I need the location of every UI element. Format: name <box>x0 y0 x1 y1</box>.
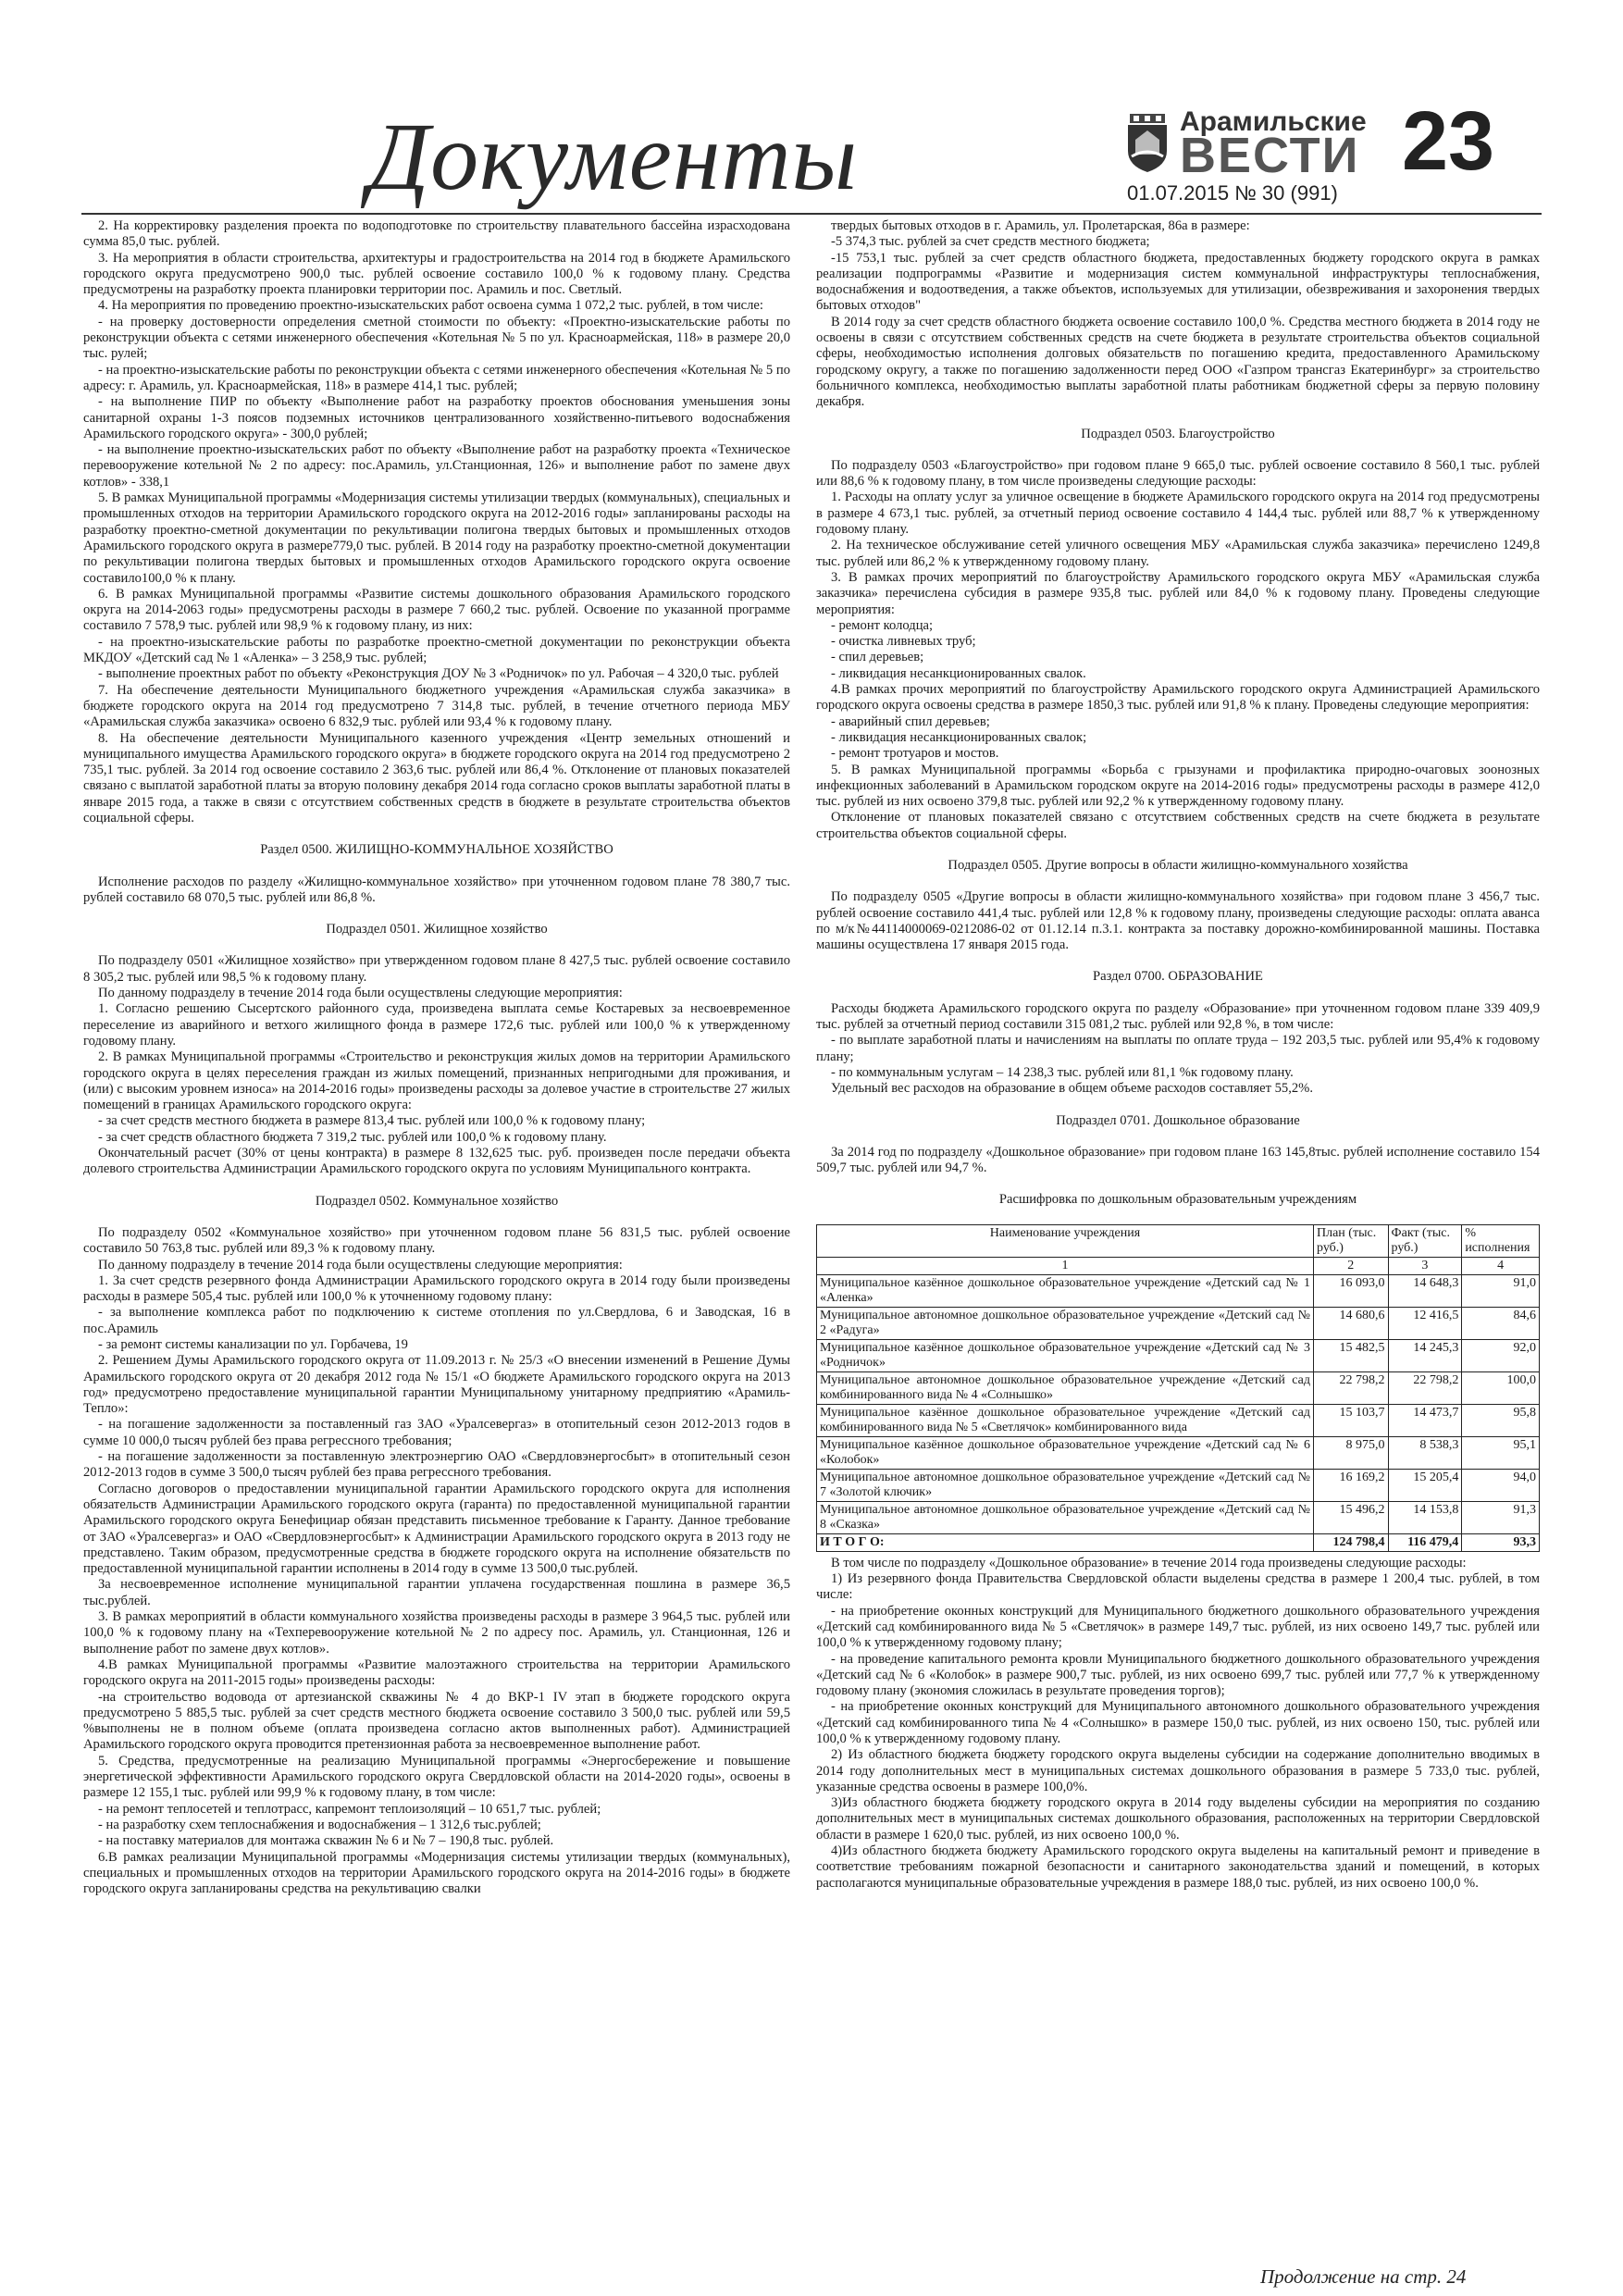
total-fact: 116 479,4 <box>1388 1533 1462 1551</box>
paragraph: 1. За счет средств резервного фонда Администрации Арамильского городского округа в 2014 году были произведены расходы в размере 505,4 тыс. рублей или 100,0 % к уточненному годовому плану: <box>83 1272 790 1305</box>
continued-note: Продолжение на стр. 24 <box>1260 2265 1467 2288</box>
paragraph: В том числе по подразделу «Дошкольное образование» в течение 2014 года произведены следующие расходы: <box>831 1555 1467 1570</box>
cell-percent: 100,0 <box>1462 1371 1540 1404</box>
table-header-row <box>817 1224 1540 1257</box>
table-row <box>817 1404 1540 1436</box>
paragraph: - ликвидация несанкционированных свалок. <box>831 665 1086 681</box>
paragraph: 3. В рамках мероприятий в области коммунального хозяйства произведены расходы в размере 3 964,5 тыс. рублей или 100,0 % к годовому плану на «Техперевооружение котельной № 2 по адресу пос. Арамиль, ул. Станционная, 126 и выполнение работ по замене двух котлов». <box>83 1609 790 1657</box>
paragraph: - на приобретение оконных конструкций для Муниципального бюджетного дошкольного образовательного учреждения «Детский сад комбинированного вида № 5 «Светлячок» в размере 149,7 тыс. рублей, из них освоено 149,7 тыс. рублей или 100,0 % к утвержденному годовому плану; <box>816 1603 1540 1651</box>
paragraph: 3. В рамках прочих мероприятий по благоустройству Арамильского городского округа МБУ «Арамильская служба заказчика» перечислена субсидия в размере 935,8 тыс. рублей или 84,0 % к годовому плану. Проведены следующие мероприятия: <box>816 569 1540 617</box>
left-column <box>83 218 790 1897</box>
table-row <box>817 1436 1540 1469</box>
paragraph: 2. Решением Думы Арамильского городского округа от 11.09.2013 г. № 25/3 «О внесении изменений в Решение Думы Арамильского городского округа от 20 декабря 2012 года № 15/1 «О бюджете Арамильского городского округа на 2013 год» предусмотрено предоставление муниципальной гарантии Муниципальному унитарному предприятию «Арамиль-Тепло»: <box>83 1353 790 1417</box>
cell-name: Муниципальное казённое дошкольное образовательное учреждение «Детский сад № 1 «Аленка» <box>817 1274 1314 1307</box>
paragraph: - ремонт тротуаров и мостов. <box>831 746 999 762</box>
paragraph: По данному подразделу в течение 2014 года были осуществлены следующие мероприятия: <box>98 1257 623 1272</box>
cell-percent: 91,3 <box>1462 1501 1540 1533</box>
paragraph: - очистка ливневых труб; <box>831 634 976 650</box>
cell-fact: 15 205,4 <box>1388 1469 1462 1501</box>
paragraph: 1) Из резервного фонда Правительства Свердловской области выделены средства в размере 1 200,4 тыс. рублей, в том числе: <box>816 1571 1540 1603</box>
paragraph: 2. На корректировку разделения проекта по водоподготовке по строительству плавательного бассейна израсходована сумма 85,0 тыс. рублей. <box>83 218 790 250</box>
subsection-0502-text <box>83 1225 790 1897</box>
paragraph: По подразделу 0502 «Коммунальное хозяйство» при уточненном годовом плане 56 831,5 тыс. рублей освоение составило 50 763,8 тыс. рублей или 89,3 % к годовому плану. <box>83 1224 790 1257</box>
table-total-row <box>817 1533 1540 1551</box>
section-heading-0500: Раздел 0500. ЖИЛИЩНО-КОММУНАЛЬНОЕ ХОЗЯЙСТВО <box>260 842 613 858</box>
paragraph: - по выплате заработной платы и начислениям на выплаты по оплате труда – 192 203,5 тыс. рублей или 95,4% к годовому плану; <box>816 1033 1540 1064</box>
subsection-0503-text <box>816 458 1540 842</box>
coat-of-arms-icon <box>1124 114 1171 173</box>
table-row <box>817 1371 1540 1404</box>
issue-date: 01.07.2015 № 30 (991) <box>1127 181 1338 205</box>
paragraph: 7. На обеспечение деятельности Муниципального бюджетного учреждения «Арамильская служба заказчика» в бюджете городского округа на 2014 год предусмотрено 7 314,8 тыс. рублей, в течение отчетного периода МБУ «Арамильская служба заказчика» освоено 6 832,9 тыс. рублей или 93,4 % к годовому плану. <box>83 682 790 730</box>
paragraph: 8. На обеспечение деятельности Муниципального казенного учреждения «Центр земельных отношений и муниципального имущества Арамильского городского округа» в бюджете городского округа на 2014 год предусмотрено 2 735,1 тыс. рублей. За 2014 год освоение составило 2 363,6 тыс. рублей или 86,4 %. Отклонение от плановых показателей связано с выплатой заработной платы за вторую половину декабря 2014 года согласно сроков выплаты заработной платы в январе 2015 года, а также в связи с отсутствием собственных средств в бюджете в результате строительства объектов социальной сферы. <box>83 730 790 825</box>
cell-plan: 8 975,0 <box>1314 1436 1389 1469</box>
table-row <box>817 1274 1540 1307</box>
cell-plan: 16 093,0 <box>1314 1274 1389 1307</box>
header-percent: % исполнения <box>1462 1224 1540 1257</box>
total-percent: 93,3 <box>1462 1533 1540 1551</box>
subsection-heading-0503: Подраздел 0503. Благоустройство <box>1081 426 1275 441</box>
paragraph: По данному подразделу в течение 2014 года были осуществлены следующие мероприятия: <box>98 986 623 1001</box>
paragraph: твердых бытовых отходов в г. Арамиль, ул. Пролетарская, 86а в размере: <box>831 218 1250 233</box>
cell-name: Муниципальное казённое дошкольное образовательное учреждение «Детский сад комбинированного вида № 5 «Светлячок» комбинированного вида <box>817 1404 1314 1436</box>
paragraph: 2. На техническое обслуживание сетей уличного освещения МБУ «Арамильская служба заказчика» перечислено 1249,8 тыс. рублей или 86,2 % к утвержденному годовому плану. <box>816 538 1540 569</box>
cell-percent: 95,8 <box>1462 1404 1540 1436</box>
paragraph: - на проведение капитального ремонта кровли Муниципального бюджетного дошкольного образовательного учреждения «Детский сад № 6 «Колобок» в размере 900,7 тыс. рублей, из них освоено 699,7 тыс. рублей или 77,7 % к утвержденному годовому плану (экономия сложилась в результате проведения торгов); <box>816 1651 1540 1699</box>
paragraph: -5 374,3 тыс. рублей за счет средств местного бюджета; <box>831 234 1150 250</box>
cell-name: Муниципальное автономное дошкольное образовательное учреждение «Детский сад № 2 «Радуга» <box>817 1307 1314 1339</box>
cell-plan: 15 103,7 <box>1314 1404 1389 1436</box>
paragraph: -на строительство водовода от артезианской скважины № 4 до ВКР-1 IV этап в бюджете городского округа предусмотрено 5 885,5 тыс. рублей за счет средств местного бюджета освоение составило 3 500,0 тыс. рублей или 59,5 %выполнены не в полном объеме (оплата произведена согласно актов выполненных работ). Администрацией Арамильского городского округа проводится претензионная работа за несвоевременное выполнение работ. <box>83 1689 790 1753</box>
paragraph: 4. На мероприятия по проведению проектно-изыскательских работ освоена сумма 1 072,2 тыс. рублей, в том числе: <box>98 298 763 314</box>
header-rule <box>81 213 1542 215</box>
paragraph: Согласно договоров о предоставлении муниципальной гарантии Арамильского городского округа для исполнения обязательств Администрации Арамильского городского округа (гаранта) по предоставленной муниципальной гарантии Арамильского городского округа Бенефициар обязан представить письменное требование к Гаранту. Данное требование от ЗАО «Уралсевергаз» и ОАО «Свердловэнергосбыт» к Администрации Арамильского городского округа в 2013 году не представлено. Таким образом, предусмотренные средства в бюджете городского округа на исполнение обязательств по предоставленной муниципальной гарантии исполнены в 2014 году в сумме 13 500,0 тыс.рублей. <box>83 1481 790 1577</box>
paragraph: По подразделу 0503 «Благоустройство» при годовом плане 9 665,0 тыс. рублей освоение составило 8 560,1 тыс. рублей или 88,6 % к годовому плану, в том числе произведены следующие расходы: <box>816 457 1540 490</box>
cell-name: Муниципальное автономное дошкольное образовательное учреждение «Детский сад комбинированного вида № 4 «Солнышко» <box>817 1371 1314 1404</box>
paragraph: Исполнение расходов по разделу «Жилищно-коммунальное хозяйство» при уточненном годовом плане 78 380,7 тыс. рублей составило 68 070,5 тыс. рублей или 86,8 %. <box>83 874 790 905</box>
paragraph: - на выполнение проектно-изыскательских работ по объекту «Выполнение работ на разработку проекта «Техническое перевооружение котельной № 2 по адресу: пос.Арамиль, ул.Станционная, 126» и выполнение работ по замене двух котлов» - 338,1 <box>83 442 790 490</box>
cell-percent: 94,0 <box>1462 1469 1540 1501</box>
paragraph: 5. В рамках Муниципальной программы «Борьба с грызунами и профилактика природно-очаговых зоонозных инфекционных заболеваний в Арамильском городском округе на 2014-2016 годы» предусмотрены расходы в размере 412,0 тыс. рублей из них освоено 379,8 тыс. рублей или 92,2 % к утвержденному годовому плану. <box>816 762 1540 810</box>
right-intro <box>816 218 1540 411</box>
paragraph: Удельный вес расходов на образование в общем объеме расходов составляет 55,2%. <box>831 1081 1313 1097</box>
cell-plan: 22 798,2 <box>1314 1371 1389 1404</box>
paragraph: - за ремонт системы канализации по ул. Горбачева, 19 <box>98 1337 408 1352</box>
cell-fact: 14 153,8 <box>1388 1501 1462 1533</box>
paragraph: Окончательный расчет (30% от цены контракта) в размере 8 132,625 тыс. руб. произведен после передачи объекта долевого строительства Администрации Арамильского городского округа по условиям Муниципального контракта. <box>83 1146 790 1177</box>
col-number: 4 <box>1462 1257 1540 1274</box>
header-name: Наименование учреждения <box>817 1224 1314 1257</box>
col-number: 3 <box>1388 1257 1462 1274</box>
after-table-text <box>816 1556 1540 1892</box>
cell-percent: 95,1 <box>1462 1436 1540 1469</box>
paragraph: - на разработку схем теплоснабжения и водоснабжения – 1 312,6 тыс.рублей; <box>98 1817 541 1832</box>
cell-name: Муниципальное автономное дошкольное образовательное учреждение «Детский сад № 8 «Сказка» <box>817 1501 1314 1533</box>
table-caption: Расшифровка по дошкольным образовательным учреждениям <box>998 1192 1357 1208</box>
paragraph: - на погашение задолженности за поставленный газ ЗАО «Уралсевергаз» в отопительный сезон 2012-2013 годов в сумме 10 000,0 тысяч рублей без права регрессного требования; <box>83 1417 790 1448</box>
paragraph: - по коммунальным услугам – 14 238,3 тыс. рублей или 81,1 %к годовому плану. <box>831 1064 1294 1080</box>
paragraph: 2. В рамках Муниципальной программы «Строительство и реконструкция жилых домов на территории Арамильского городского округа в целях переселения граждан из жилых помещений, признанных непригодными для проживания, и (или) с высоким уровнем износа» на 2014-2016 годы» произведены расходы за долевое участие в строительстве 27 жилых помещений в границах Арамильского городского округа: <box>83 1049 790 1113</box>
table-number-row <box>817 1257 1540 1274</box>
subsection-0501-text <box>83 953 790 1177</box>
paragraph: - спил деревьев; <box>831 650 924 665</box>
subsection-heading-0501: Подраздел 0501. Жилищное хозяйство <box>326 922 548 937</box>
paragraph: 6. В рамках Муниципальной программы «Развитие системы дошкольного образования Арамильского городского округа на 2014-2063 годы» предусмотрены расходы в размере 7 660,2 тыс. рублей. Освоение по указанной программе составило 7 578,9 тыс. рублей или 98,9 % к годовому плану, из них: <box>83 586 790 634</box>
total-plan: 124 798,4 <box>1314 1533 1389 1551</box>
cell-plan: 16 169,2 <box>1314 1469 1389 1501</box>
cell-plan: 15 482,5 <box>1314 1339 1389 1371</box>
paragraph: - ремонт колодца; <box>831 617 934 633</box>
paragraph: - выполнение проектных работ по объекту «Реконструкция ДОУ № 3 «Родничок» по ул. Рабочая – 4 320,0 тыс. рублей <box>98 666 779 682</box>
left-intro <box>83 218 790 826</box>
table-row <box>817 1469 1540 1501</box>
paragraph: 4.В рамках прочих мероприятий по благоустройству Арамильского городского округа Администрацией Арамильского городского округа освоены средства в размере 1850,3 тыс. рублей или 91,8 % к плану. Проведены следующие мероприятия: <box>816 682 1540 714</box>
cell-fact: 14 245,3 <box>1388 1339 1462 1371</box>
paragraph: - на выполнение ПИР по объекту «Выполнение работ на разработку проектов обоснования уменьшения зоны санитарной охраны 1-3 поясов подземных источников централизованного хозяйственно-питьевого водоснабжения Арамильского городского округа» - 300,0 рублей; <box>83 394 790 441</box>
paragraph: Отклонение от плановых показателей связано с отсутствием собственных средств на счете бюджета в результате строительства объектов социальной сферы. <box>816 810 1540 841</box>
paragraph: - на проверку достоверности определения сметной стоимости по объекту: «Проектно-изыскательские работы по реконструкции объекта с сетями инженерного обеспечения «Котельная № 5 по ул. Красноармейская, 118» в размере 20,0 тыс. рулей; <box>83 314 790 362</box>
section-title: Документы <box>368 104 859 210</box>
total-label: И Т О Г О: <box>817 1533 1314 1551</box>
newspaper-logo <box>1124 106 1367 183</box>
cell-percent: 92,0 <box>1462 1339 1540 1371</box>
cell-name: Муниципальное автономное дошкольное образовательное учреждение «Детский сад № 7 «Золотой ключик» <box>817 1469 1314 1501</box>
subsection-0505-text <box>816 889 1540 953</box>
section-heading-0700: Раздел 0700. ОБРАЗОВАНИЕ <box>1093 969 1263 985</box>
paragraph: За несвоевременное исполнение муниципальной гарантии уплачена государственная пошлина в размере 36,5 тыс.рублей. <box>83 1577 790 1608</box>
right-column <box>816 218 1540 1892</box>
cell-percent: 84,6 <box>1462 1307 1540 1339</box>
paragraph: - на погашение задолженности за поставленную электроэнергию ОАО «Свердловэнергосбыт» в отопительный сезон 2012-2013 годов в сумме 3 500,0 тысяч рублей без права регрессного требования. <box>83 1449 790 1481</box>
paragraph: - за счет средств областного бюджета 7 319,2 тыс. рублей или 100,0 % к годовому плану. <box>98 1129 607 1145</box>
cell-name: Муниципальное казённое дошкольное образовательное учреждение «Детский сад № 3 «Родничок» <box>817 1339 1314 1371</box>
cell-percent: 91,0 <box>1462 1274 1540 1307</box>
paragraph: -15 753,1 тыс. рублей за счет средств областного бюджета, предоставленных бюджету городского округа в рамках реализации подпрограммы «Развитие и модернизация систем коммунальной инфраструктуры теплоснабжения, водоснабжения и водоотведения, а также объектов, используемых для утилизации, обезвреживания и захоронения твердых бытовых отходов" <box>816 250 1540 314</box>
paragraph: 5. В рамках Муниципальной программы «Модернизация системы утилизации твердых (коммунальных), специальных и промышленных отходов на территории Арамильского городского округа на 2012-2016 годы» запланированы расходы на разработку проектно-сметной документации по рекультивации полигона твердых бытовых и промышленных отходов Арамильского городского округа в размере779,0 тыс. рублей. В 2014 году на разработку проектно-сметной документации по рекультивации полигона твердых бытовых и промышленных отходов Арамильского городского округа освоение составило100,0 % к плану. <box>83 490 790 586</box>
paragraph: В 2014 году за счет средств областного бюджета освоение составило 100,0 %. Средства местного бюджета в 2014 году не освоены в связи с отсутствием собственных средств на счете бюджета в результате строительства объектов социальной сферы, необходимостью исполнения долговых обязательств по погашению кредита, предоставленного Арамильскому городскому округу, а также по погашению задолженности перед ООО «Газпром трансгаз Екатеринбург» за строительство больничного комплекса, необходимостью выплаты заработной платы работникам бюджетной сферы за первую половину декабря. <box>816 314 1540 410</box>
paragraph: - за счет средств местного бюджета в размере 813,4 тыс. рублей или 100,0 % к годовому плану; <box>98 1113 646 1129</box>
paragraph: 1. Расходы на оплату услуг за уличное освещение в бюджете Арамильского городского округа на 2014 год предусмотрены в размере 4 673,1 тыс. рублей, за отчетный период освоение составило 4 144,4 тыс. рублей или 88,7 % к утвержденному годовому плану. <box>816 490 1540 538</box>
section-0500-text <box>83 875 790 907</box>
paragraph: - на ремонт теплосетей и теплотрасс, капремонт теплоизоляций – 10 651,7 тыс. рублей; <box>98 1801 601 1817</box>
cell-fact: 14 648,3 <box>1388 1274 1462 1307</box>
subsection-heading-0701: Подраздел 0701. Дошкольное образование <box>1056 1112 1300 1128</box>
logo-big-text: ВЕСТИ <box>1180 128 1360 183</box>
paragraph: - на приобретение оконных конструкций для Муниципального автономного дошкольного образовательного учреждения «Детский сад комбинированного типа № 4 «Солнышко» в размере 150,0 тыс. рублей, из них освоено 150, тыс. рублей или 100,0 % к утвержденному годовому плану. <box>816 1699 1540 1746</box>
paragraph: По подразделу 0505 «Другие вопросы в области жилищно-коммунального хозяйства» при годовом плане 3 456,7 тыс. рублей освоение составило 441,4 тыс. рублей или 12,8 % к годовому плану, произведены следующие расходы: оплата аванса по м/к№44114000069-0212086-02 от 01.12.14 п.3.1. контракта за поставку дорожно-комбинированной машины. Поставка машины осуществлена 17 января 2015 года. <box>816 889 1540 953</box>
kindergarten-table <box>816 1224 1540 1552</box>
logo-small-text: Арамильские <box>1180 106 1367 137</box>
paragraph: 2) Из областного бюджета бюджету городского округа выделены субсидии на содержание дополнительно вводимых в 2014 году дополнительных мест в муниципальных системах дошкольного образования в размере 5 733,0 тыс. рублей, указанные средства освоены в размере 100,0%. <box>816 1747 1540 1794</box>
cell-plan: 14 680,6 <box>1314 1307 1389 1339</box>
table-body <box>817 1274 1540 1533</box>
paragraph: 5. Средства, предусмотренные на реализацию Муниципальной программы «Энергосбережение и повышение энергетической эффективности Арамильского городского округа Свердловской области на 2014-2020 годы», освоены в размере 12 155,1 тыс. рублей или 99,9 % к годовому плану, в том числе: <box>83 1753 790 1801</box>
cell-fact: 12 416,5 <box>1388 1307 1462 1339</box>
paragraph: 3. На мероприятия в области строительства, архитектуры и градостроительства на 2014 год в бюджете Арамильского городского округа предусмотрено 900,0 тыс. рублей освоение составило 100,0 % к годовому плану. Средства предусмотрены на разработку проекта планировки территории пос. Арамиль и пос. Светлый. <box>83 250 790 298</box>
table-row <box>817 1501 1540 1533</box>
cell-fact: 22 798,2 <box>1388 1371 1462 1404</box>
col-number: 2 <box>1314 1257 1389 1274</box>
paragraph: 1. Согласно решению Сысертского районного суда, произведена выплата семье Костаревых за несвоевременное переселение из аварийного и ветхого жилищного фонда в размере 172,6 тыс. рублей или 100,0 % к утвержденному годовому плану. <box>83 1001 790 1049</box>
table-row <box>817 1307 1540 1339</box>
col-number: 1 <box>817 1257 1314 1274</box>
paragraph: 3)Из областного бюджета бюджету городского округа в 2014 году выделены субсидии на мероприятия по созданию дополнительных мест в муниципальных системах дошкольного образования, расположенных на территории Свердловской области в размере 1 620,0 тыс. рублей, из них освоено 100,0 %. <box>816 1795 1540 1843</box>
paragraph: - ликвидация несанкционированных свалок; <box>831 729 1087 745</box>
section-0700-text <box>816 1001 1540 1098</box>
cell-name: Муниципальное казённое дошкольное образовательное учреждение «Детский сад № 6 «Колобок» <box>817 1436 1314 1469</box>
paragraph: За 2014 год по подразделу «Дошкольное образование» при годовом плане 163 145,8тыс. рублей исполнение составило 154 509,7 тыс. рублей или 94,7 %. <box>816 1144 1540 1176</box>
paragraph: 4)Из областного бюджета бюджету Арамильского городского округа выделены на капитальный ремонт и приведение в соответствие требованиям пожарной безопасности и санитарного законодательства зданий и помещений, в которых располагаются муниципальные образовательные учреждения в размере 188,0 тыс. рублей, из них освоено 100,0 %. <box>816 1843 1540 1891</box>
cell-fact: 14 473,7 <box>1388 1404 1462 1436</box>
subsection-heading-0505: Подраздел 0505. Другие вопросы в области жилищно-коммунального хозяйства <box>948 857 1408 873</box>
paragraph: - за выполнение комплекса работ по подключению к системе отопления по ул.Свердлова, 6 и Заводская, 16 в пос.Арамиль <box>83 1305 790 1336</box>
masthead <box>0 0 1623 211</box>
cell-fact: 8 538,3 <box>1388 1436 1462 1469</box>
subsection-0701-text <box>816 1145 1540 1177</box>
header-plan: План (тыс. руб.) <box>1314 1224 1389 1257</box>
paragraph: - на проектно-изыскательские работы по разработке проектно-сметной документации по реконструкции объекта МКДОУ «Детский сад № 1 «Аленка» – 3 258,9 тыс. рублей; <box>83 634 790 666</box>
paragraph: - на проектно-изыскательские работы по реконструкции объекта с сетями инженерного обеспечения «Котельная № 5 по адресу: г. Арамиль, ул. Красноармейская, 118» в размере 414,1 тыс. рублей; <box>83 362 790 393</box>
header-fact: Факт (тыс. руб.) <box>1388 1224 1462 1257</box>
subsection-heading-0502: Подраздел 0502. Коммунальное хозяйство <box>315 1193 559 1209</box>
paragraph: По подразделу 0501 «Жилищное хозяйство» при утвержденном годовом плане 8 427,5 тыс. рублей освоение составило 8 305,2 тыс. рублей или 98,5 % к годовому плану. <box>83 953 790 985</box>
cell-plan: 15 496,2 <box>1314 1501 1389 1533</box>
paragraph: - на поставку материалов для монтажа скважин № 6 и № 7 – 190,8 тыс. рублей. <box>98 1833 554 1849</box>
page-number: 23 <box>1402 95 1495 188</box>
table-row <box>817 1339 1540 1371</box>
paragraph: 4.В рамках Муниципальной программы «Развитие малоэтажного строительства на территории Арамильского городского округа на 2011-2015 годы» произведены расходы: <box>83 1657 790 1689</box>
paragraph: 6.В рамках реализации Муниципальной программы «Модернизация системы утилизации твердых (коммунальных), специальных и промышленных отходов на территории Арамильского городского округа на 2014-2016 годы» в бюджете городского округа запланированы средства на рекультивацию свалки <box>83 1849 790 1897</box>
paragraph: Расходы бюджета Арамильского городского округа по разделу «Образование» при уточненном годовом плане 339 409,9 тыс. рублей за отчетный период составили 315 081,2 тыс. рублей или 92,8 %, в том числе: <box>816 1000 1540 1033</box>
paragraph: - аварийный спил деревьев; <box>831 714 990 729</box>
